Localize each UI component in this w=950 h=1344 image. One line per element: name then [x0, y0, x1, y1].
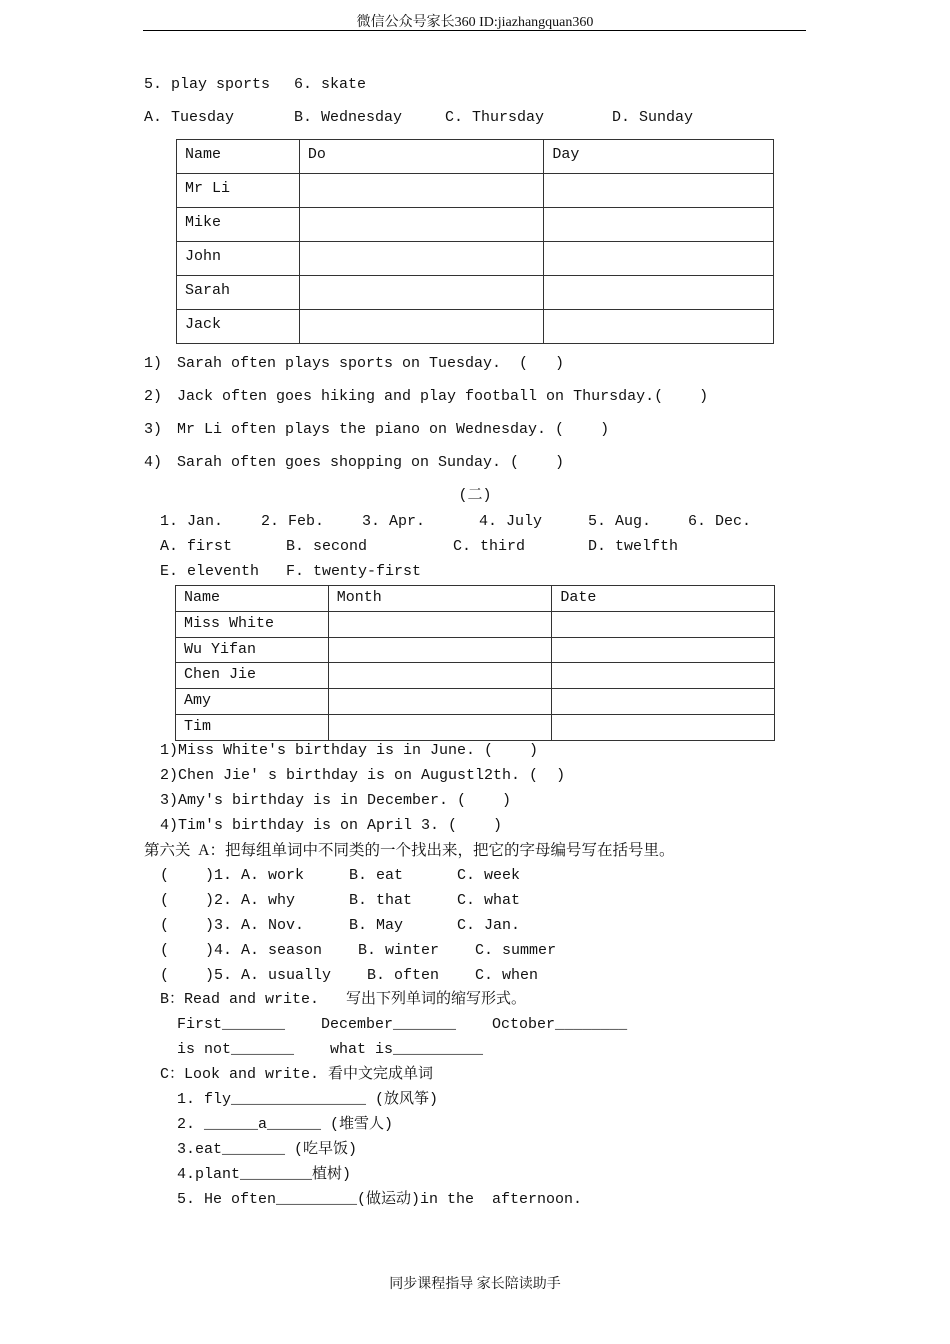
- month-item: 5. Aug.: [588, 513, 652, 530]
- month-item: 3. Apr.: [362, 513, 426, 530]
- fill-word-item: 4.plant________植树): [177, 1166, 352, 1183]
- do-cell[interactable]: [299, 310, 544, 344]
- day-option-d: D. Sunday: [612, 109, 694, 126]
- month-item: 6. Dec.: [688, 513, 752, 530]
- table-row: [176, 637, 775, 663]
- ordinal-option: E. eleventh: [160, 563, 260, 580]
- page-footer: 同步课程指导 家长陪读助手: [389, 1277, 561, 1292]
- header-day: Day: [544, 140, 774, 174]
- month-item: 2. Feb.: [261, 513, 325, 530]
- month-cell[interactable]: [328, 637, 552, 663]
- day-option-c: C. Thursday: [445, 109, 545, 126]
- activity-table: [176, 139, 774, 344]
- statement-number: 4): [144, 454, 163, 471]
- header-month: Month: [328, 586, 552, 612]
- page-header: 微信公众号家长360 ID:jiazhangquan360: [356, 15, 594, 30]
- fill-word-item: 3.eat_______ (吃早饭): [177, 1141, 358, 1158]
- date-cell[interactable]: [552, 663, 775, 689]
- row-name: Jack: [177, 310, 300, 344]
- do-cell[interactable]: [299, 208, 544, 242]
- row-name: Chen Jie: [176, 663, 329, 689]
- ordinal-option: D. twelfth: [588, 538, 679, 555]
- day-cell[interactable]: [544, 310, 774, 344]
- section-6-title: 第六关 A：把每组单词中不同类的一个找出来，把它的字母编号写在括号里。: [144, 842, 675, 859]
- header-name: Name: [176, 586, 329, 612]
- section-c-title: C：Look and write. 看中文完成单词: [160, 1066, 434, 1083]
- statement-text: Sarah often goes shopping on Sunday. ( ): [177, 454, 565, 471]
- row-name: Wu Yifan: [176, 637, 329, 663]
- day-cell[interactable]: [544, 208, 774, 242]
- statement-text: Mr Li often plays the piano on Wednesday. ( ): [177, 421, 610, 438]
- birthday-statement: 2)Chen Jie' s birthday is on Augustl2th. ( ): [160, 767, 566, 784]
- fill-word-item: 1. fly_______________ (放风筝): [177, 1091, 439, 1108]
- header-name: Name: [177, 140, 300, 174]
- day-cell[interactable]: [544, 242, 774, 276]
- table-row: [176, 663, 775, 689]
- row-name: Mr Li: [177, 174, 300, 208]
- ordinal-option: C. third: [453, 538, 526, 555]
- date-cell[interactable]: [552, 637, 775, 663]
- statement-number: 2): [144, 388, 163, 405]
- do-cell[interactable]: [299, 276, 544, 310]
- ordinal-option: A. first: [160, 538, 233, 555]
- row-name: Mike: [177, 208, 300, 242]
- day-option-a: A. Tuesday: [144, 109, 235, 126]
- odd-one-out-item: ( )5. A. usually B. often C. when: [160, 967, 539, 984]
- date-cell[interactable]: [552, 611, 775, 637]
- section-b-title: B：Read and write. 写出下列单词的缩写形式。: [160, 991, 527, 1008]
- odd-one-out-item: ( )1. A. work B. eat C. week: [160, 867, 521, 884]
- table-row: [177, 242, 774, 276]
- table-row: [177, 276, 774, 310]
- date-cell[interactable]: [552, 714, 775, 740]
- row-name: Amy: [176, 689, 329, 715]
- day-cell[interactable]: [544, 276, 774, 310]
- row-name: Sarah: [177, 276, 300, 310]
- activity-6: 6. skate: [294, 76, 367, 93]
- abbreviation-row: is not_______ what is__________: [177, 1041, 484, 1058]
- month-item: 1. Jan.: [160, 513, 224, 530]
- date-cell[interactable]: [552, 689, 775, 715]
- table-header-row: [176, 586, 775, 612]
- fill-word-item: 2. ______a______ (堆雪人): [177, 1116, 394, 1133]
- month-cell[interactable]: [328, 689, 552, 715]
- section-title: (二): [458, 487, 492, 504]
- month-cell[interactable]: [328, 714, 552, 740]
- row-name: Tim: [176, 714, 329, 740]
- month-cell[interactable]: [328, 663, 552, 689]
- birthday-table: [175, 585, 775, 741]
- birthday-statement: 3)Amy's birthday is in December. ( ): [160, 792, 512, 809]
- table-row: [176, 611, 775, 637]
- fill-word-item: 5. He often_________(做运动)in the afternoon.: [177, 1191, 583, 1208]
- do-cell[interactable]: [299, 242, 544, 276]
- do-cell[interactable]: [299, 174, 544, 208]
- statement-text: Sarah often plays sports on Tuesday. ( ): [177, 355, 565, 372]
- month-cell[interactable]: [328, 611, 552, 637]
- statement-number: 1): [144, 355, 163, 372]
- table-row: [177, 310, 774, 344]
- table-row: [176, 714, 775, 740]
- abbreviation-row: First_______ December_______ October________: [177, 1016, 628, 1033]
- header-do: Do: [299, 140, 544, 174]
- ordinal-option: F. twenty-first: [286, 563, 422, 580]
- odd-one-out-item: ( )4. A. season B. winter C. summer: [160, 942, 557, 959]
- activity-5: 5. play sports: [144, 76, 271, 93]
- statement-text: Jack often goes hiking and play football on Thursday.( ): [177, 388, 709, 405]
- ordinal-option: B. second: [286, 538, 368, 555]
- header-date: Date: [552, 586, 775, 612]
- odd-one-out-item: ( )3. A. Nov. B. May C. Jan.: [160, 917, 521, 934]
- day-option-b: B. Wednesday: [294, 109, 403, 126]
- row-name: Miss White: [176, 611, 329, 637]
- day-cell[interactable]: [544, 174, 774, 208]
- statement-number: 3): [144, 421, 163, 438]
- table-row: [177, 208, 774, 242]
- header-divider: [143, 30, 806, 31]
- birthday-statement: 4)Tim's birthday is on April 3. ( ): [160, 817, 503, 834]
- birthday-statement: 1)Miss White's birthday is in June. ( ): [160, 742, 539, 759]
- row-name: John: [177, 242, 300, 276]
- odd-one-out-item: ( )2. A. why B. that C. what: [160, 892, 521, 909]
- table-header-row: [177, 140, 774, 174]
- table-row: [176, 689, 775, 715]
- table-row: [177, 174, 774, 208]
- month-item: 4. July: [479, 513, 543, 530]
